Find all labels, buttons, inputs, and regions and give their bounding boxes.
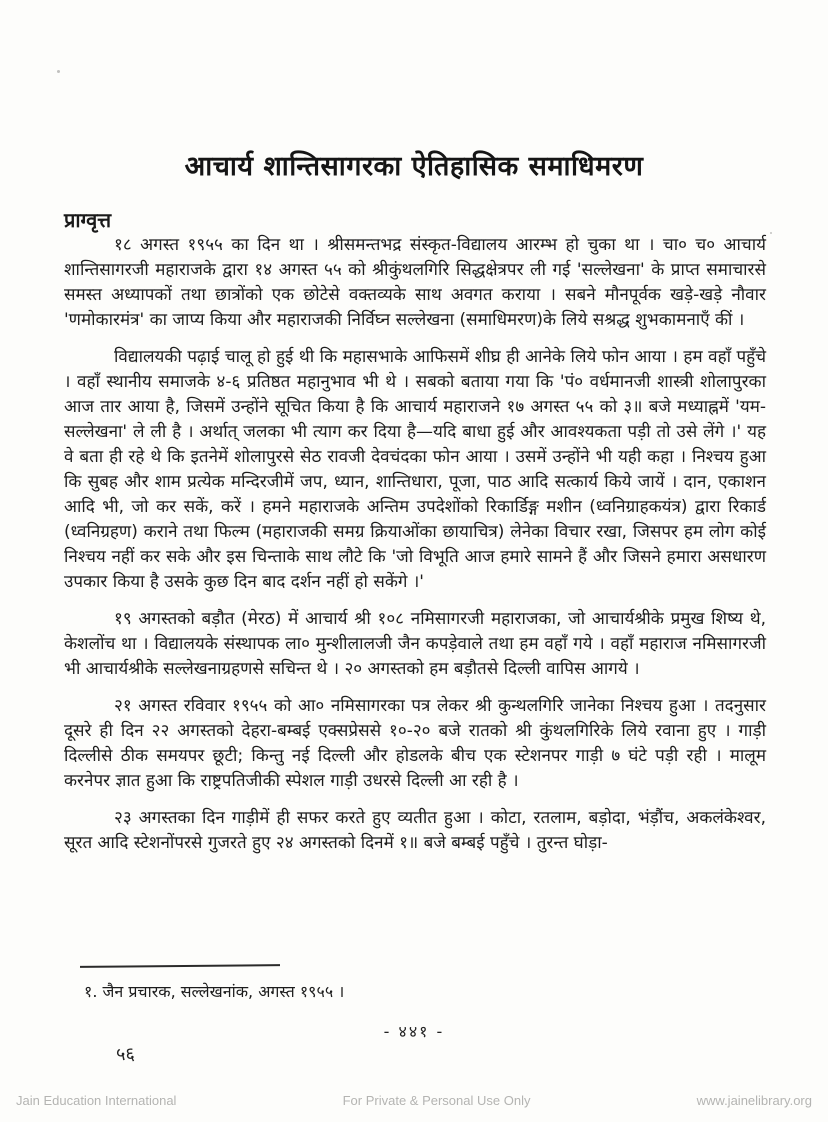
paragraph-5: २३ अगस्तका दिन गाड़ीमें ही सफर करते हुए व्यतीत हुआ । कोटा, रतलाम, बड़ोदा, भंड़ौंच, अकलंकेश्वर, सूरत आदि स्टेशनोंपरसे गुजरते हुए २४ अगस्तको दिनमें १॥ बजे बम्बई पहुँचे । तुरन्त घोड़ा- (64, 808, 766, 853)
scan-speck (770, 232, 772, 234)
page-title: आचार्य शान्तिसागरका ऐतिहासिक समाधिमरण (184, 151, 644, 182)
footnote: १. जैन प्रचारक, सल्लेखनांक, अगस्त १९५५ । (84, 982, 345, 1001)
paragraph-3: १९ अगस्तको बड़ौत (मेरठ) में आचार्य श्री १०८ नमिसागरजी महाराजका, जो आचार्यश्रीके प्रमुख शिष्य थे, केशलोंच था । विद्यालयके संस्थापक ला० मुन्शीलालजी जैन कपड़ेवाले तथा हम वहाँ गये । वहाँ महाराज नमिसागरजी भी आचार्यश्रीके सल्लेखनाग्रहणसे सचिन्त थे । २० अगस्तको हम बड़ौतसे दिल्ली वापिस आगये । (64, 609, 766, 679)
footnote-separator-rule (80, 964, 280, 968)
body-text-block (64, 233, 766, 868)
footer-usage-notice: For Private & Personal Use Only (342, 1093, 531, 1108)
section-heading: प्राग्वृत्त (64, 208, 112, 232)
paragraph-2: विद्यालयकी पढ़ाई चालू हो हुई थी कि महासभाके आफिसमें शीघ्र ही आनेके लिये फोन आया । हम वहाँ पहुँचे । वहाँ स्थानीय समाजके ४-६ प्रतिष्ठत महानुभाव भी थे । सबको बताया गया कि 'पं० वर्धमानजी शास्त्री शोलापुरका आज तार आया है, जिसमें उन्होंने सूचित किया है कि आचार्य महाराजने १७ अगस्त ५५ को ३॥ बजे मध्याह्नमें 'यम-सल्लेखना' ले ली है । अर्थात् जलका भी त्याग कर दिया है—यदि बाधा हुई और आवश्यकता पड़ी तो उसे लेंगे ।' यह वे बता ही रहे थे कि इतनेमें शोलापुरसे सेठ रावजी देवचंदका फोन आया । उसमें उन्होंने भी यही कहा । निश्चय हुआ कि सुबह और शाम प्रत्येक मन्दिरजीमें जप, ध्यान, शान्तिधारा, पूजा, पाठ आदि सत्कार्य किये जायें । दान, एकाशन आदि भी, जो कर सकें, करें । हमने महाराजके अन्तिम उपदेशोंको रिकार्डिङ्ग मशीन (ध्वनिग्राहकयंत्र) द्वारा रिकार्ड (ध्वनिग्रहण) कराने तथा फिल्म (महाराजकी समग्र क्रियाओंका छायाचित्र) लेनेका विचार रखा, जिसपर हम लोग कोई निश्चय नहीं कर सके और इस चिन्ताके साथ लौटे कि 'जो विभूति आज हमारे सामने हैं और जिसने हमारा असधारण उपकार किया है उसके कुछ दिन बाद दर्शन नहीं हो सकेंगे ।' (64, 347, 766, 592)
page-number-center: - ४४१ - (383, 1022, 445, 1041)
handwritten-page-number: ५६ (115, 1043, 136, 1066)
paragraph-4: २१ अगस्त रविवार १९५५ को आ० नमिसागरका पत्र लेकर श्री कुन्थलगिरि जानेका निश्चय हुआ । तदनुसार दूसरे ही दिन २२ अगस्तको देहरा-बम्बई एक्सप्रेससे १०-२० बजे रातको श्री कुंथलगिरिके लिये रवाना हुए । गाड़ी दिल्लीसे ठीक समयपर छूटी; किन्तु नई दिल्ली और होडलके बीच एक स्टेशनपर गाड़ी ७ घंटे पड़ी रही । मालूम करनेपर ज्ञात हुआ कि राष्ट्रपतिजीकी स्पेशल गाड़ी उधरसे दिल्ली आ रही है । (64, 696, 766, 791)
scan-speck (57, 70, 60, 73)
paragraph-1: १८ अगस्त १९५५ का दिन था । श्रीसमन्तभद्र संस्कृत-विद्यालय आरम्भ हो चुका था । चा० च० आचार्य शान्तिसागरजी महाराजके द्वारा १४ अगस्त ५५ को श्रीकुंथलगिरि सिद्धक्षेत्रपर ली गई 'सल्लेखना' के प्राप्त समाचारसे समस्त अध्यापकों तथा छात्रोंको एक छोटेसे वक्तव्यके साथ अवगत कराया । सबने मौनपूर्वक खड़े-खड़े नौवार 'णमोकारमंत्र' का जाप्य किया और महाराजकी निर्विघ्न सल्लेखना (समाधिमरण)के लिये सश्रद्ध शुभकामनाएँ कीं । (64, 235, 766, 330)
scan-footer (0, 1093, 828, 1108)
footer-website: www.jainelibrary.org (696, 1093, 812, 1108)
footer-publisher: Jain Education International (16, 1093, 177, 1108)
